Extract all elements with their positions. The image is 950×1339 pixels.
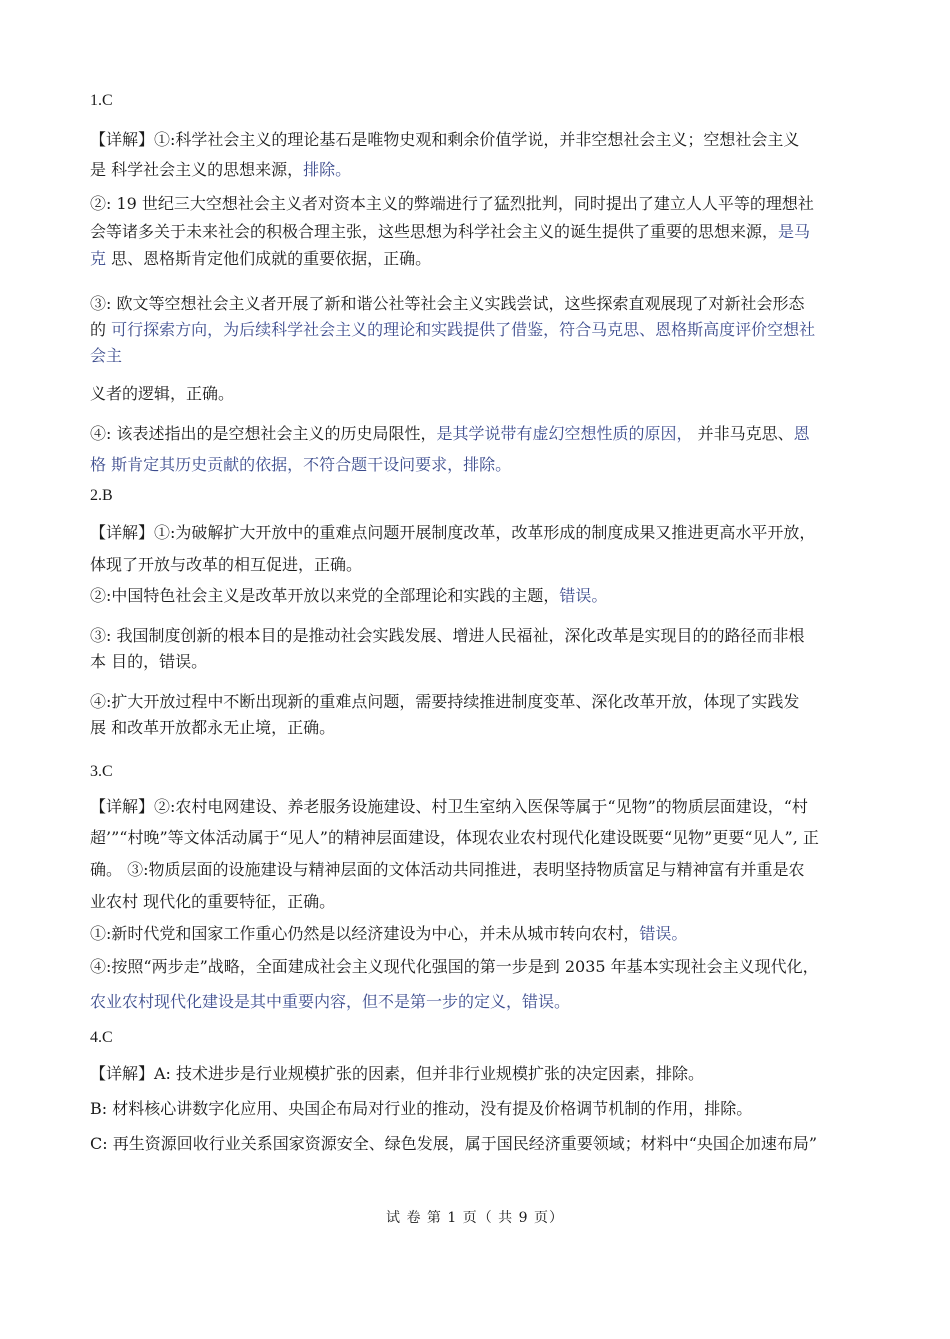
text-segment: 确。 ③:物质层面的设施建设与精神层面的文体活动共同推进，表明坚持物质富足与精神富有并重是农 (90, 860, 805, 879)
q3-line (90, 828, 819, 848)
q1-line (90, 384, 234, 404)
q1-line (90, 194, 814, 214)
text-segment: 本 目的，错误。 (90, 652, 208, 671)
q3-line (90, 860, 804, 880)
q2-number: 2.B (90, 487, 113, 504)
q1-line (90, 130, 799, 150)
q2-line (90, 586, 607, 606)
text-segment: 是 科学社会主义的思想来源， (90, 160, 304, 179)
highlighted-text-segment: 农业农村现代化建设是其中重要内容，但不是第一步的定义，错误。 (90, 992, 571, 1011)
q3-line (90, 924, 687, 944)
q2-line (90, 692, 799, 712)
highlighted-text-segment: 会主 (90, 346, 123, 365)
q1-line (90, 249, 431, 269)
q1-line (90, 222, 810, 242)
q1-line (90, 294, 804, 314)
text-segment: 业农村 现代化的重要特征，正确。 (90, 892, 336, 911)
q4-line (90, 1134, 817, 1154)
text-segment: ④:按照“两步走”战略，全面建成社会主义现代化强国的第一步是到 2035 年基本实现社会主义现代化， (90, 957, 819, 976)
highlighted-text-segment: 错误。 (639, 924, 688, 943)
q3-number: 3.C (90, 763, 113, 780)
q4-number: 4.C (90, 1029, 113, 1046)
text-segment: C: 再生资源回收行业关系国家资源安全、绿色发展，属于国民经济重要领域；材料中“央国企加速布局” (90, 1134, 818, 1153)
q1-line (90, 424, 810, 444)
text-segment: 思、恩格斯肯定他们成就的重要依据，正确。 (106, 249, 432, 268)
text-segment: 【详解】②:农村电网建设、养老服务设施建设、村卫生室纳入医保等属于“见物”的物质层面建设，“村 (90, 797, 808, 816)
highlighted-text-segment: 是马 (778, 222, 811, 241)
highlighted-text-segment: 错误。 (559, 586, 608, 605)
q3-line (90, 992, 570, 1012)
text-segment: ③: 欧文等空想社会主义者开展了新和谐公社等社会主义实践尝试，这些探索直观展现了对新社会形态 (90, 294, 805, 313)
text-segment: 的 (90, 320, 112, 339)
text-segment: 展 和改革开放都永无止境，正确。 (90, 718, 336, 737)
q2-line (90, 555, 362, 575)
q4-line (90, 1064, 704, 1084)
highlighted-text-segment: 斯肯定其历史贡献的依据，不符合题干设问要求，排除。 (111, 455, 512, 474)
highlighted-text-segment: 克 (90, 249, 107, 268)
q1-line (90, 320, 815, 340)
highlighted-text-segment: 可行探索方向，为后续科学社会主义的理论和实践提供了借鉴，符合马克思、恩格斯高度评价空想社 (111, 320, 816, 339)
text-segment: 【详解】①:科学社会主义的理论基石是唯物史观和剩余价值学说，并非空想社会主义；空想社会主义 (90, 130, 800, 149)
text-segment: 义者的逻辑，正确。 (90, 384, 235, 403)
q1-line (90, 160, 351, 180)
text-segment: ②: 19 世纪三大空想社会主义者对资本主义的弊端进行了猛烈批判，同时提出了建立人人平等的理想社 (90, 194, 814, 213)
text-segment: ④:扩大开放过程中不断出现新的重难点问题，需要持续推进制度变革、深化改革开放，体现了实践发 (90, 692, 800, 711)
text-segment: 超’”“村晚”等文体活动属于“见人”的精神层面建设，体现农业农村现代化建设既要“见物”更要“见人”, 正 (90, 828, 819, 847)
text-segment: B: 材料核心讲数字化应用、央国企布局对行业的推动，没有提及价格调节机制的作用，排除。 (90, 1099, 753, 1118)
q2-line (90, 626, 804, 646)
text-segment: 【详解】A: 技术进步是行业规模扩张的因素，但并非行业规模扩张的决定因素，排除。 (90, 1064, 705, 1083)
highlighted-text-segment: 排除。 (303, 160, 352, 179)
page-footer: 试 卷 第 1 页（ 共 9 页） (386, 1210, 564, 1226)
text-segment: 体现了开放与改革的相互促进，正确。 (90, 555, 363, 574)
q3-line (90, 957, 819, 977)
highlighted-text-segment: 恩 (793, 424, 810, 443)
text-segment: ③: 我国制度创新的根本目的是推动社会实践发展、增进人民福祉，深化改革是实现目的的路径而非根 (90, 626, 805, 645)
q2-line (90, 652, 207, 672)
text-segment: 并非马克思、 (692, 424, 794, 443)
q1-line (90, 346, 122, 366)
q1-line (90, 455, 511, 475)
text-segment: 【详解】①:为破解扩大开放中的重难点问题开展制度改革，改革形成的制度成果又推进更高水平开放， (90, 523, 816, 542)
q3-line (90, 797, 808, 817)
q2-line (90, 523, 815, 543)
q2-line (90, 718, 335, 738)
text-segment: ①:新时代党和国家工作重心仍然是以经济建设为中心，并未从城市转向农村， (90, 924, 640, 943)
q3-line (90, 892, 335, 912)
text-segment: ②:中国特色社会主义是改革开放以来党的全部理论和实践的主题， (90, 586, 560, 605)
highlighted-text-segment: 格 (90, 455, 107, 474)
text-segment: 会等诸多关于未来社会的积极合理主张，这些思想为科学社会主义的诞生提供了重要的思想来源， (90, 222, 779, 241)
q1-number: 1.C (90, 92, 113, 109)
text-segment: ④: 该表述指出的是空想社会主义的历史局限性， (90, 424, 437, 443)
q4-line (90, 1099, 752, 1119)
highlighted-text-segment: 是其学说带有虚幻空想性质的原因， (436, 424, 693, 443)
